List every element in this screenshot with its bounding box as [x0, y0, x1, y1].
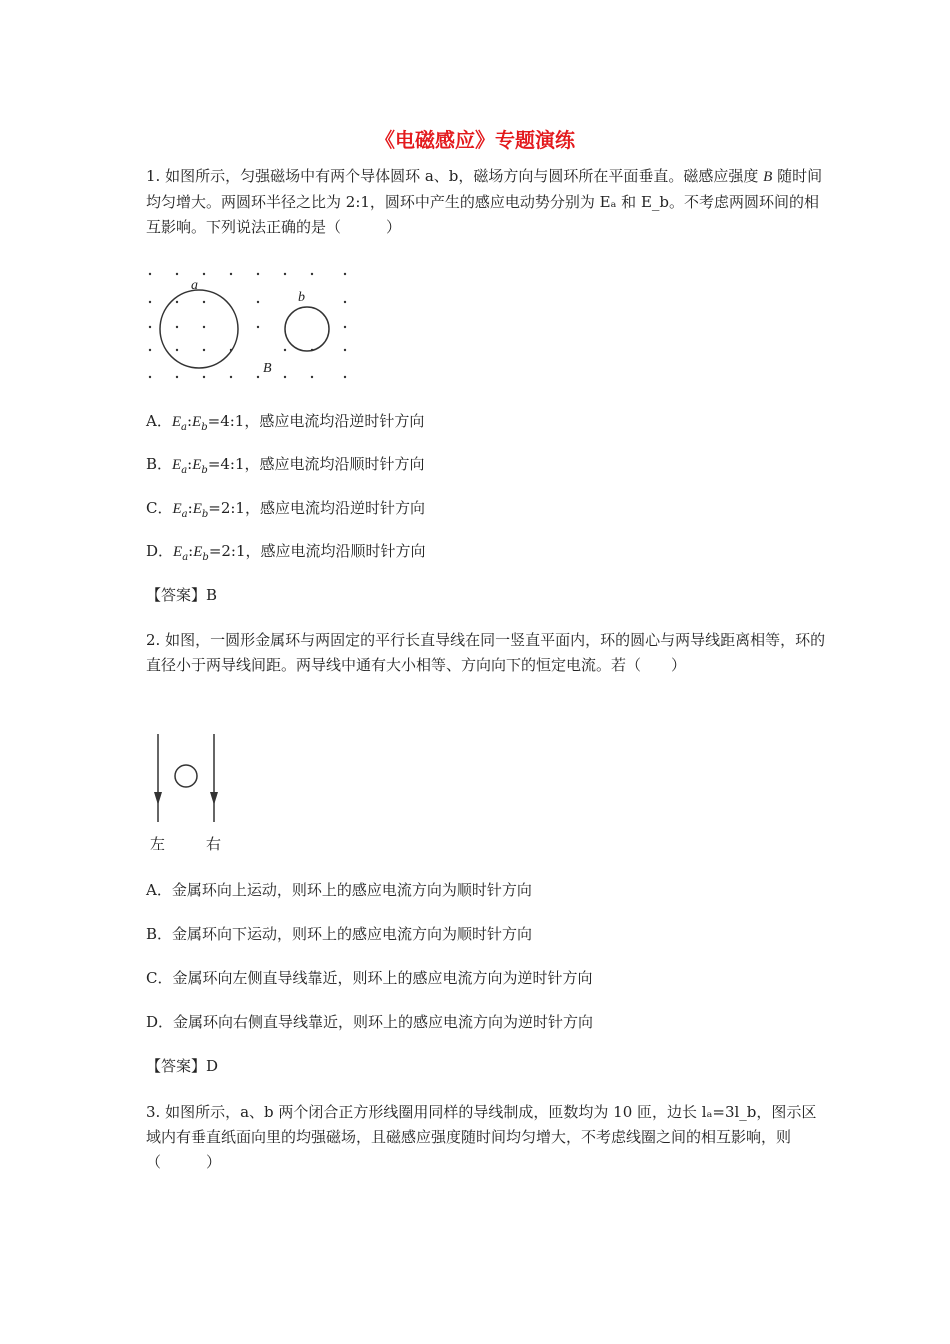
- question-1-answer: 【答案】B: [146, 586, 218, 604]
- question-1-text-part1: 1. 如图所示，匀强磁场中有两个导体圆环 a、b，磁场方向与圆环所在平面垂直。磁感应强度: [146, 167, 764, 185]
- question-1-figure: [140, 262, 360, 386]
- left-wire-arrow-icon: [154, 792, 162, 805]
- right-label: 右: [206, 835, 222, 853]
- ring-b-label: b: [298, 290, 305, 305]
- question-1-text-part2: 随时间均匀增大。两圆环半径之比为 2:1，圆环中产生的感应电动势分别为 Eₐ 和 E_b。不考虑两圆环间的相互影响。下列说法正确的是（ ）: [146, 167, 823, 236]
- question-2-text: 2. 如图，一圆形金属环与两固定的平行长直导线在同一竖直平面内，环的圆心与两导线距离相等，环的直径小于两导线间距。两导线中通有大小相等、方向向下的恒定电流。若（ ）: [146, 631, 826, 674]
- ring-b: [285, 307, 329, 351]
- field-B-label: B: [263, 361, 272, 376]
- question-1-text: [146, 164, 826, 240]
- ring-a: [160, 290, 238, 368]
- question-2-option-d: D．金属环向右侧直导线靠近，则环上的感应电流方向为逆时针方向: [146, 1013, 594, 1031]
- question-1-option-b: B．$E_a:E_b=4:1$，感应电流均沿顺时针方向: [146, 455, 425, 476]
- question-2-option-c: C．金属环向左侧直导线靠近，则环上的感应电流方向为逆时针方向: [146, 969, 593, 987]
- question-3-text: 3. 如图所示，a、b 两个闭合正方形线圈用同样的导线制成，匝数均为 10 匝，边长 lₐ=3l_b，图示区域内有垂直纸面向里的均强磁场，且磁感应强度随时间均匀增大，不考虑线圈之间的相互影响，则（ ）: [146, 1103, 817, 1171]
- question-1-symbol-B: B: [763, 169, 773, 185]
- question-1-option-d: D．$E_a:E_b=2:1$，感应电流均沿顺时针方向: [146, 542, 426, 563]
- question-1-option-a: A．$E_a:E_b=4:1$，感应电流均沿逆时针方向: [146, 412, 425, 433]
- question-1-option-c: C．$E_a:E_b=2:1$，感应电流均沿逆时针方向: [146, 499, 425, 520]
- question-2-answer: 【答案】D: [146, 1057, 219, 1075]
- question-2-option-b: B．金属环向下运动，则环上的感应电流方向为顺时针方向: [146, 925, 533, 943]
- metal-ring: [175, 765, 197, 787]
- question-2-figure: [140, 730, 250, 858]
- right-wire-arrow-icon: [210, 792, 218, 805]
- question-2-option-a: A．金属环向上运动，则环上的感应电流方向为顺时针方向: [146, 881, 532, 899]
- left-label: 左: [150, 835, 166, 853]
- page-title: 《电磁感应》专题演练: [375, 128, 575, 152]
- ring-a-label: a: [191, 278, 198, 293]
